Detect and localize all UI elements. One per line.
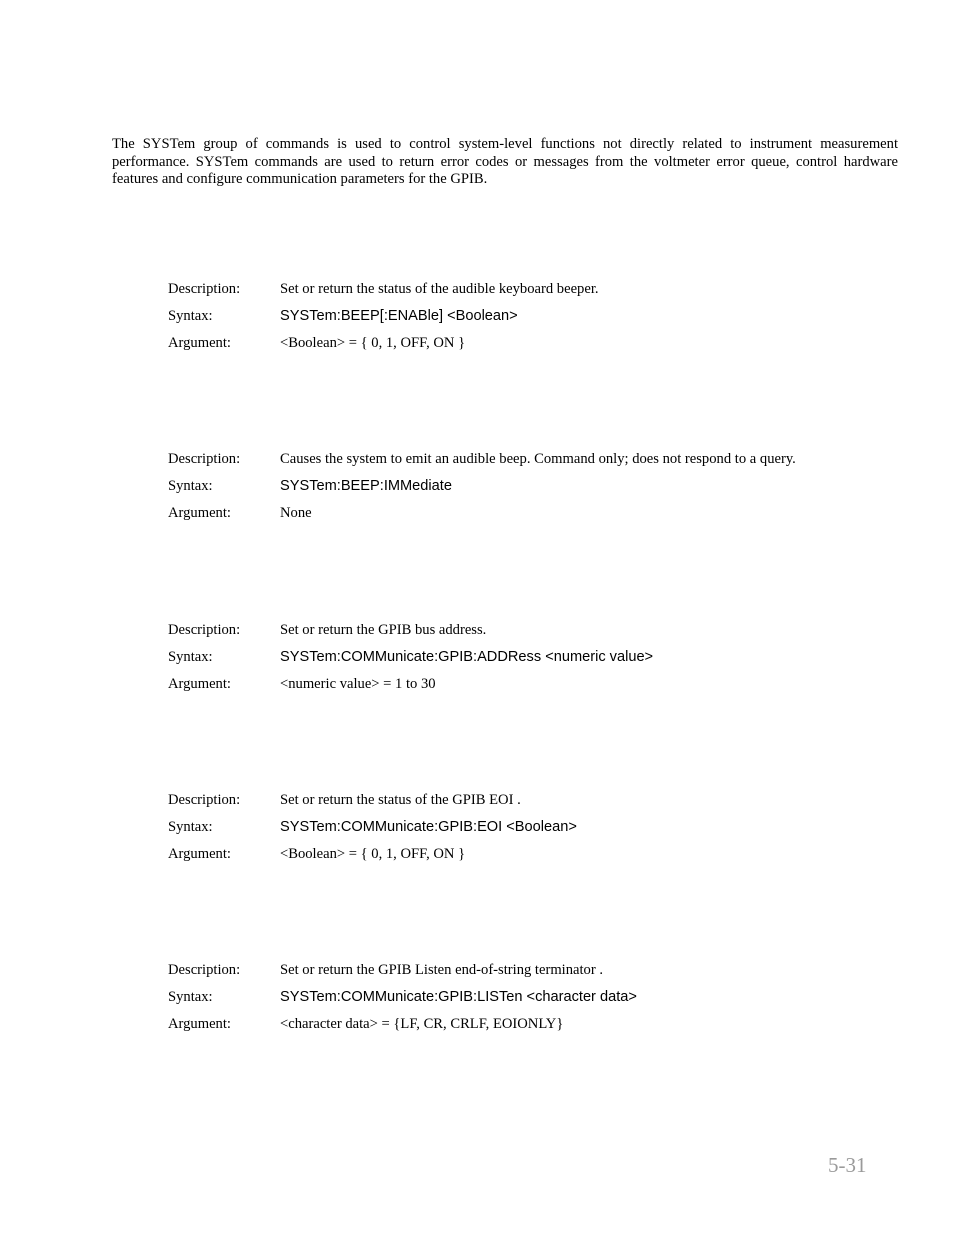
description-text: Set or return the status of the audible keyboard beeper. — [280, 281, 599, 297]
argument-label: Argument: — [168, 505, 231, 521]
syntax-label: Syntax: — [168, 308, 213, 324]
description-text: Causes the system to emit an audible beep. Command only; does not respond to a query. — [280, 451, 796, 467]
argument-row — [168, 1015, 868, 1042]
argument-row — [168, 504, 868, 531]
description-row — [168, 961, 868, 988]
command-block-gpib-address — [168, 621, 868, 702]
syntax-row — [168, 818, 868, 845]
description-text: Set or return the GPIB Listen end-of-string terminator . — [280, 962, 604, 978]
description-row — [168, 450, 868, 477]
argument-text: <Boolean> = { 0, 1, OFF, ON } — [280, 335, 466, 351]
description-label: Description: — [168, 622, 241, 638]
syntax-label: Syntax: — [168, 989, 213, 1005]
description-label: Description: — [168, 451, 241, 467]
description-label: Description: — [168, 962, 241, 978]
page-number: 5-31 — [828, 1153, 867, 1177]
description-row — [168, 280, 868, 307]
syntax-row — [168, 988, 868, 1015]
command-block-beep-immediate — [168, 450, 868, 531]
argument-row — [168, 675, 868, 702]
description-text: Set or return the status of the GPIB EOI . — [280, 792, 521, 808]
syntax-text: SYSTem:BEEP[:ENABle] <Boolean> — [280, 308, 518, 324]
command-block-beep-enable — [168, 280, 868, 361]
description-row — [168, 621, 868, 648]
syntax-row — [168, 477, 868, 504]
command-block-gpib-eoi — [168, 791, 868, 872]
syntax-text: SYSTem:COMMunicate:GPIB:EOI <Boolean> — [280, 819, 577, 835]
syntax-label: Syntax: — [168, 478, 213, 494]
argument-text: <character data> = {LF, CR, CRLF, EOIONLY} — [280, 1016, 564, 1032]
argument-row — [168, 845, 868, 872]
syntax-row — [168, 307, 868, 334]
description-row — [168, 791, 868, 818]
argument-text: None — [280, 505, 312, 521]
description-label: Description: — [168, 792, 241, 808]
syntax-text: SYSTem:COMMunicate:GPIB:ADDRess <numeric value> — [280, 649, 654, 665]
syntax-text: SYSTem:BEEP:IMMediate — [280, 478, 452, 494]
description-label: Description: — [168, 281, 241, 297]
intro-paragraph: The SYSTem group of commands is used to control system-level functions not directly related to instrument measurement performance. SYSTem commands are used to return error codes or messages from the voltmeter error queue, control hardware features and configure communication parameters for the GPIB. — [112, 136, 898, 187]
syntax-label: Syntax: — [168, 819, 213, 835]
syntax-label: Syntax: — [168, 649, 213, 665]
argument-row — [168, 334, 868, 361]
argument-label: Argument: — [168, 1016, 231, 1032]
argument-text: <Boolean> = { 0, 1, OFF, ON } — [280, 846, 466, 862]
description-text: Set or return the GPIB bus address. — [280, 622, 487, 638]
argument-label: Argument: — [168, 846, 231, 862]
syntax-text: SYSTem:COMMunicate:GPIB:LISTen <character data> — [280, 989, 637, 1005]
command-block-gpib-listen — [168, 961, 868, 1042]
argument-text: <numeric value> = 1 to 30 — [280, 676, 436, 692]
argument-label: Argument: — [168, 676, 231, 692]
syntax-row — [168, 648, 868, 675]
argument-label: Argument: — [168, 335, 231, 351]
